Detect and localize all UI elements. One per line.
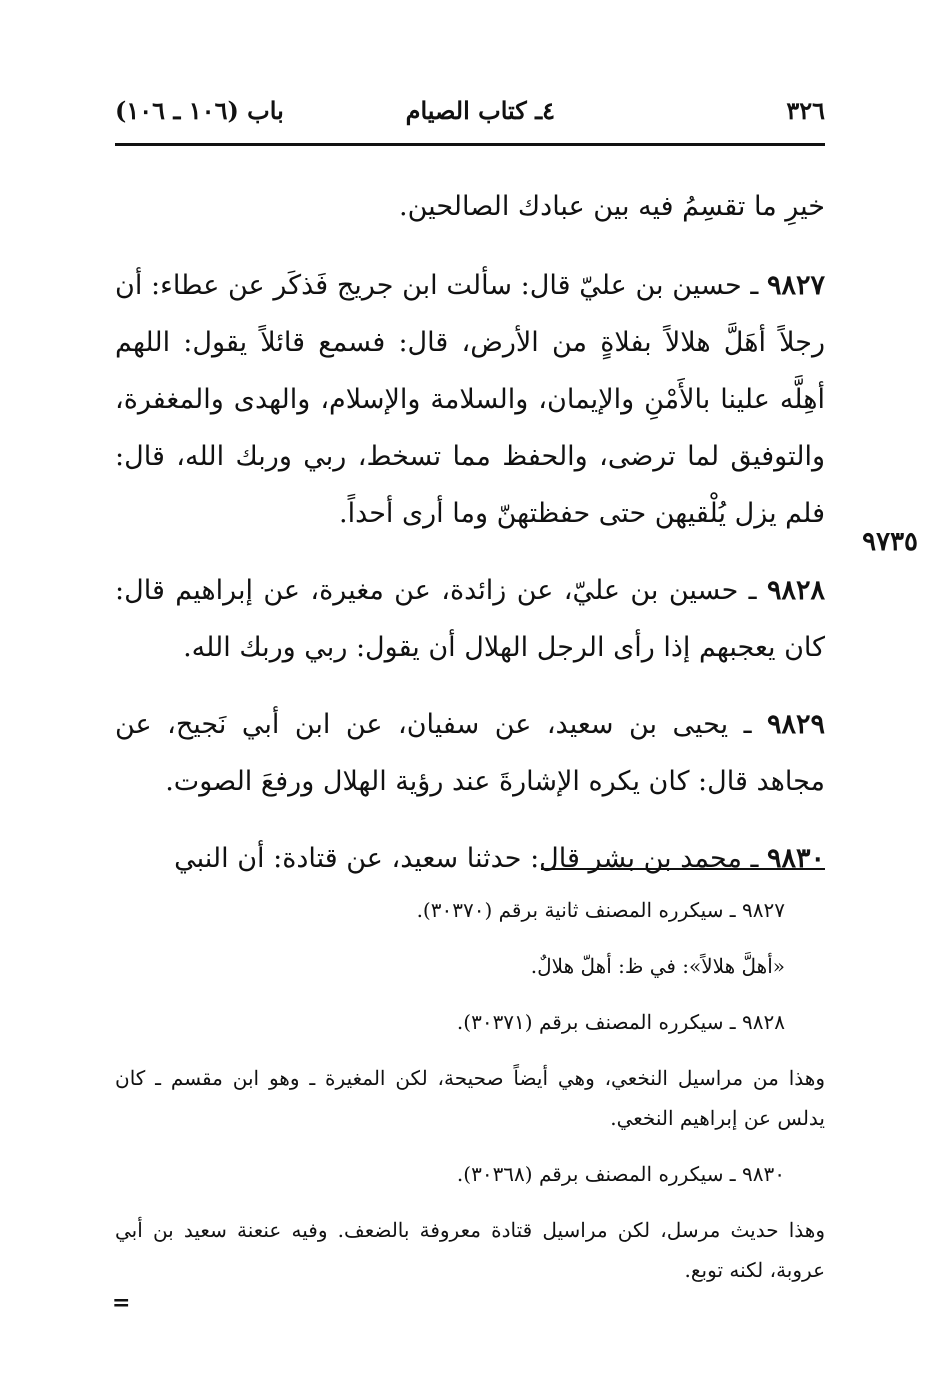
- footnotes: [115, 890, 825, 1306]
- footnote-9830: ٩٨٣٠ ـ سيكرره المصنف برقم (٣٠٣٦٨).: [456, 1162, 785, 1186]
- hadith-9827: [115, 257, 825, 542]
- main-text: [115, 178, 825, 907]
- hadith-number: ٩٨٢٩: [766, 709, 825, 740]
- continuation-mark: =: [112, 1290, 131, 1316]
- hadith-text: ـ يحيى بن سعيد، عن سفيان، عن ابن أبي نَجيح، عن مجاهد قال: كان يكره الإشارةَ عند رؤية الهلال ورفعَ الصوت.: [115, 709, 825, 797]
- running-header: [115, 92, 825, 132]
- footnote-9828-note: وهذا من مراسيل النخعي، وهي أيضاً صحيحة، لكن المغيرة ـ وهو ابن مقسم ـ كان يدلس عن إبراهيم النخعي.: [115, 1066, 825, 1130]
- hadith-number: ٩٨٢٨: [766, 575, 825, 606]
- chapter-range: باب (١٠٦ ـ ١٠٦): [115, 96, 284, 125]
- book-title: ٤ـ كتاب الصيام: [405, 96, 555, 125]
- hadith-9828: [115, 562, 825, 676]
- hadith-9830: [115, 830, 825, 887]
- margin-number: ٩٧٣٥: [862, 527, 918, 557]
- header-rule: [115, 143, 825, 146]
- footnote-9827-note: «أهلَّ هلالاً»: في ظ: أهلّ هلالٌ.: [530, 954, 785, 978]
- hadith-number: ٩٨٢٧: [766, 270, 825, 301]
- hadith-9829: [115, 696, 825, 810]
- hadith-text: ـ حسين بن عليّ قال: سألت ابن جريج فَذكَر عن عطاء: أن رجلاً أهَلَّ هلالاً بفلاةٍ من الأرض، قال: فسمع قائلاً يقول: اللهم أهِلَّه علينا بالأَمْنِ والإيمان، والسلامة والإسلام، والهدى والمغفرة، والتوفيق لما ترضى، والحفظ مما تسخط، ربي وربك الله، قال: فلم يزل يُلْقيهن حتى حفظتهنّ وما أرى أحداً.: [115, 270, 825, 529]
- page-number: ٣٢٦: [786, 96, 825, 125]
- footnote-9827: ٩٨٢٧ ـ سيكرره المصنف ثانية برقم (٣٠٣٧٠).: [416, 898, 785, 922]
- hadith-text: ـ محمد بن بشر قال: حدثنا سعيد، عن قتادة: أن النبي: [174, 843, 767, 874]
- hadith-number: ٩٨٣٠: [766, 843, 825, 874]
- hadith-text: ـ حسين بن عليّ، عن زائدة، عن مغيرة، عن إبراهيم قال: كان يعجبهم إذا رأى الرجل الهلال أن يقول: ربي وربك الله.: [115, 575, 825, 663]
- footnote-rule: [541, 868, 825, 870]
- intro-text: خيرِ ما تقسِمُ فيه بين عبادك الصالحين.: [399, 191, 825, 222]
- footnote-9828: ٩٨٢٨ ـ سيكرره المصنف برقم (٣٠٣٧١).: [456, 1010, 785, 1034]
- footnote-9830-note: وهذا حديث مرسل، لكن مراسيل قتادة معروفة بالضعف. وفيه عنعنة سعيد بن أبي عروبة، لكنه توبع.: [115, 1218, 825, 1282]
